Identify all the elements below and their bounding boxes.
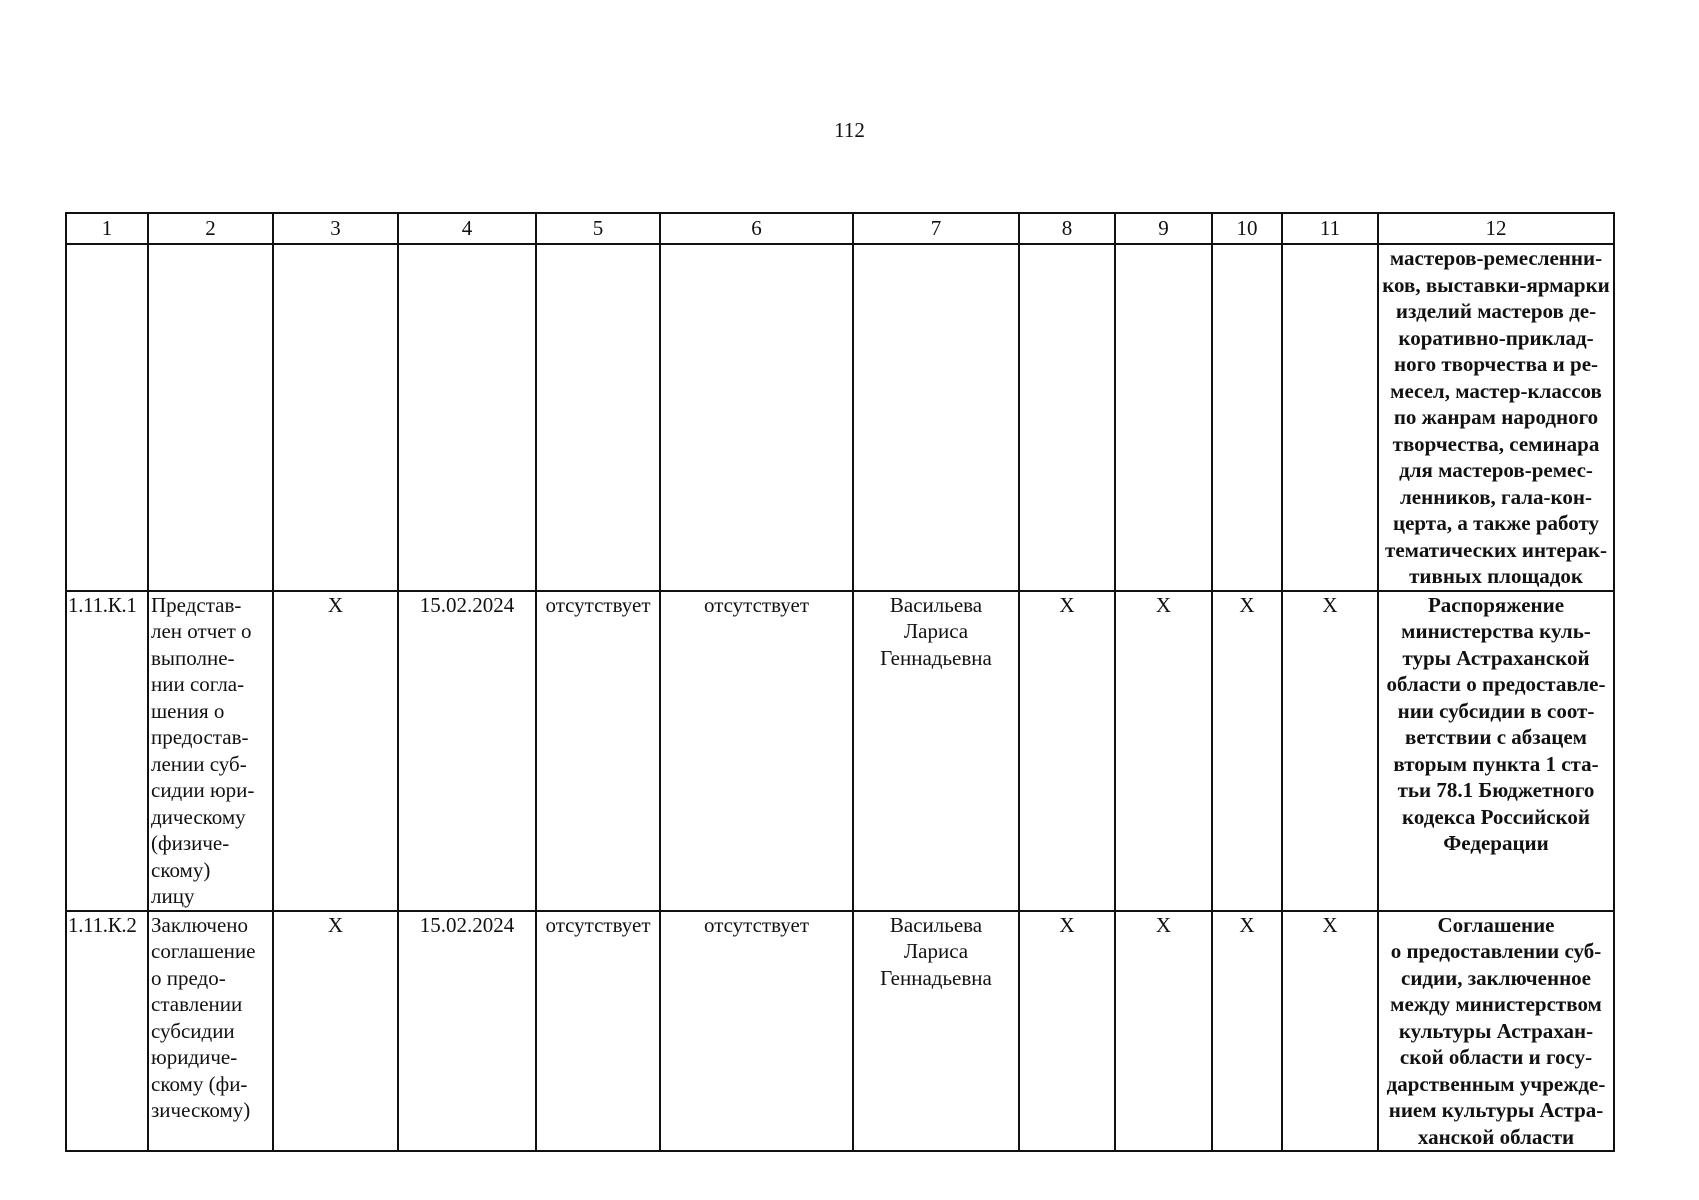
event-name-line: ставлении bbox=[151, 992, 243, 1016]
page-number: 112 bbox=[834, 118, 865, 142]
event-name-line: зическому) bbox=[151, 1098, 251, 1122]
col9-mark bbox=[1115, 244, 1212, 591]
header-cell-11: 11 bbox=[1282, 213, 1378, 244]
header-cell-8: 8 bbox=[1019, 213, 1115, 244]
basis-document-line: коративно-приклад- bbox=[1398, 325, 1594, 350]
basis-document-line: нии субсидии в соот- bbox=[1397, 698, 1595, 723]
header-cell-4: 4 bbox=[398, 213, 536, 244]
event-name-line: юридиче- bbox=[151, 1045, 238, 1069]
table-row bbox=[66, 911, 1614, 1152]
basis-document-line: церта, а также работу bbox=[1392, 511, 1599, 535]
activity-table bbox=[65, 212, 1615, 1152]
header-cell-6: 6 bbox=[660, 213, 853, 244]
responsible-person-line: Лариса bbox=[903, 939, 969, 963]
event-name-line: Представ- bbox=[151, 592, 242, 617]
col10-mark: X bbox=[1212, 911, 1282, 1152]
basis-document-line: ков, выставки-ярмарки bbox=[1382, 272, 1610, 297]
event-name-line: лен отчет о bbox=[151, 619, 252, 643]
event-name-line: шения о bbox=[151, 698, 225, 723]
event-name-line: выполне- bbox=[151, 645, 235, 670]
col11-mark: X bbox=[1282, 591, 1378, 911]
basis-document-line: между министерством bbox=[1390, 992, 1602, 1016]
col6-value: отсутствует bbox=[660, 911, 853, 1152]
basis-document-line: изделий мастеров де- bbox=[1395, 299, 1597, 323]
header-cell-5: 5 bbox=[536, 213, 660, 244]
header-cell-10: 10 bbox=[1212, 213, 1282, 244]
header-cell-3: 3 bbox=[273, 213, 398, 244]
col6-value bbox=[660, 244, 853, 591]
col3-mark: X bbox=[273, 911, 398, 1152]
event-name-line: скому (фи- bbox=[151, 1071, 248, 1096]
basis-document-line: тематических интерак- bbox=[1385, 537, 1607, 562]
col8-mark: X bbox=[1019, 591, 1115, 911]
basis-document-line: Распоряжение bbox=[1427, 592, 1565, 617]
col9-mark: X bbox=[1115, 591, 1212, 911]
basis-document bbox=[1378, 244, 1614, 591]
basis-document-line: Соглашение bbox=[1437, 912, 1555, 937]
event-name-line: сидии юри- bbox=[151, 778, 255, 802]
col10-mark: X bbox=[1212, 591, 1282, 911]
event-name-line: (физиче- bbox=[151, 831, 230, 855]
col10-mark bbox=[1212, 244, 1282, 591]
event-name bbox=[148, 911, 273, 1152]
event-name-line: соглашение bbox=[151, 939, 256, 963]
basis-document-line: мастеров-ремесленни- bbox=[1389, 246, 1603, 270]
basis-document-line: ской области и госу- bbox=[1399, 1045, 1593, 1069]
basis-document-line: тивных площадок bbox=[1409, 564, 1583, 588]
col6-value: отсутствует bbox=[660, 591, 853, 911]
col11-mark: X bbox=[1282, 911, 1378, 1152]
event-name bbox=[148, 244, 273, 591]
basis-document-line: для мастеров-ремес- bbox=[1399, 458, 1593, 482]
responsible-person bbox=[853, 591, 1019, 911]
row-code bbox=[66, 244, 148, 591]
responsible-person bbox=[853, 911, 1019, 1152]
responsible-person bbox=[853, 244, 1019, 591]
col8-mark bbox=[1019, 244, 1115, 591]
basis-document-line: сидии, заключенное bbox=[1401, 965, 1591, 990]
basis-document-line: ленников, гала-кон- bbox=[1400, 484, 1592, 509]
col3-mark: X bbox=[273, 591, 398, 911]
event-name-line: предостав- bbox=[151, 725, 249, 749]
basis-document-line: о предоставлении суб- bbox=[1390, 939, 1602, 963]
event-date: 15.02.2024 bbox=[398, 911, 536, 1152]
event-name-line: дическому bbox=[151, 804, 246, 829]
event-name bbox=[148, 591, 273, 911]
basis-document-line: области о предоставле- bbox=[1386, 672, 1606, 696]
basis-document bbox=[1378, 911, 1614, 1152]
event-name-line: лицу bbox=[151, 884, 195, 908]
event-date: 15.02.2024 bbox=[398, 591, 536, 911]
basis-document-line: кодекса Российской bbox=[1402, 804, 1590, 829]
col5-value: отсутствует bbox=[536, 591, 660, 911]
responsible-person-line: Лариса bbox=[903, 619, 969, 643]
basis-document-line: культуры Астрахан- bbox=[1398, 1018, 1594, 1043]
responsible-person-line: Геннадьевна bbox=[880, 965, 992, 990]
event-name-line: скому) bbox=[151, 857, 211, 882]
basis-document-line: вторым пункта 1 ста- bbox=[1393, 751, 1599, 776]
basis-document-line: нием культуры Астра- bbox=[1388, 1098, 1604, 1122]
header-cell-9: 9 bbox=[1115, 213, 1212, 244]
basis-document-line: месел, мастер-классов bbox=[1390, 378, 1602, 403]
basis-document-line: ветствии с абзацем bbox=[1405, 725, 1587, 749]
row-code: 1.11.К.2 bbox=[66, 911, 148, 1152]
responsible-person-line: Геннадьевна bbox=[880, 645, 992, 670]
basis-document-line: творчества, семинара bbox=[1392, 431, 1600, 456]
basis-document-line: дарственным учрежде- bbox=[1386, 1071, 1606, 1096]
row-code: 1.11.К.1 bbox=[66, 591, 148, 911]
basis-document-line: туры Астраханской bbox=[1402, 645, 1590, 670]
basis-document-line: Федерации bbox=[1443, 831, 1549, 855]
header-cell-2: 2 bbox=[148, 213, 273, 244]
basis-document-line: по жанрам народного bbox=[1393, 405, 1599, 429]
event-name-line: о предо- bbox=[151, 965, 226, 990]
basis-document-line: ного творчества и ре- bbox=[1393, 352, 1599, 376]
col5-value bbox=[536, 244, 660, 591]
basis-document-line: министерства куль- bbox=[1401, 619, 1591, 643]
responsible-person-line: Васильева bbox=[889, 912, 983, 937]
basis-document-line: тьи 78.1 Бюджетного bbox=[1397, 778, 1595, 802]
event-name-line: нии согла- bbox=[151, 672, 245, 696]
event-name-line: субсидии bbox=[151, 1018, 235, 1043]
col11-mark bbox=[1282, 244, 1378, 591]
event-name-line: лении суб- bbox=[151, 751, 247, 776]
col3-mark bbox=[273, 244, 398, 591]
responsible-person-line: Васильева bbox=[889, 592, 983, 617]
col8-mark: X bbox=[1019, 911, 1115, 1152]
col5-value: отсутствует bbox=[536, 911, 660, 1152]
table-row bbox=[66, 244, 1614, 591]
basis-document bbox=[1378, 591, 1614, 911]
header-cell-12: 12 bbox=[1378, 213, 1614, 244]
basis-document-line: ханской области bbox=[1417, 1124, 1575, 1149]
event-date bbox=[398, 244, 536, 591]
table-header-row bbox=[66, 213, 1614, 244]
header-cell-7: 7 bbox=[853, 213, 1019, 244]
header-cell-1: 1 bbox=[66, 213, 148, 244]
event-name-line: Заключено bbox=[151, 912, 249, 937]
col9-mark: X bbox=[1115, 911, 1212, 1152]
table-row bbox=[66, 591, 1614, 911]
